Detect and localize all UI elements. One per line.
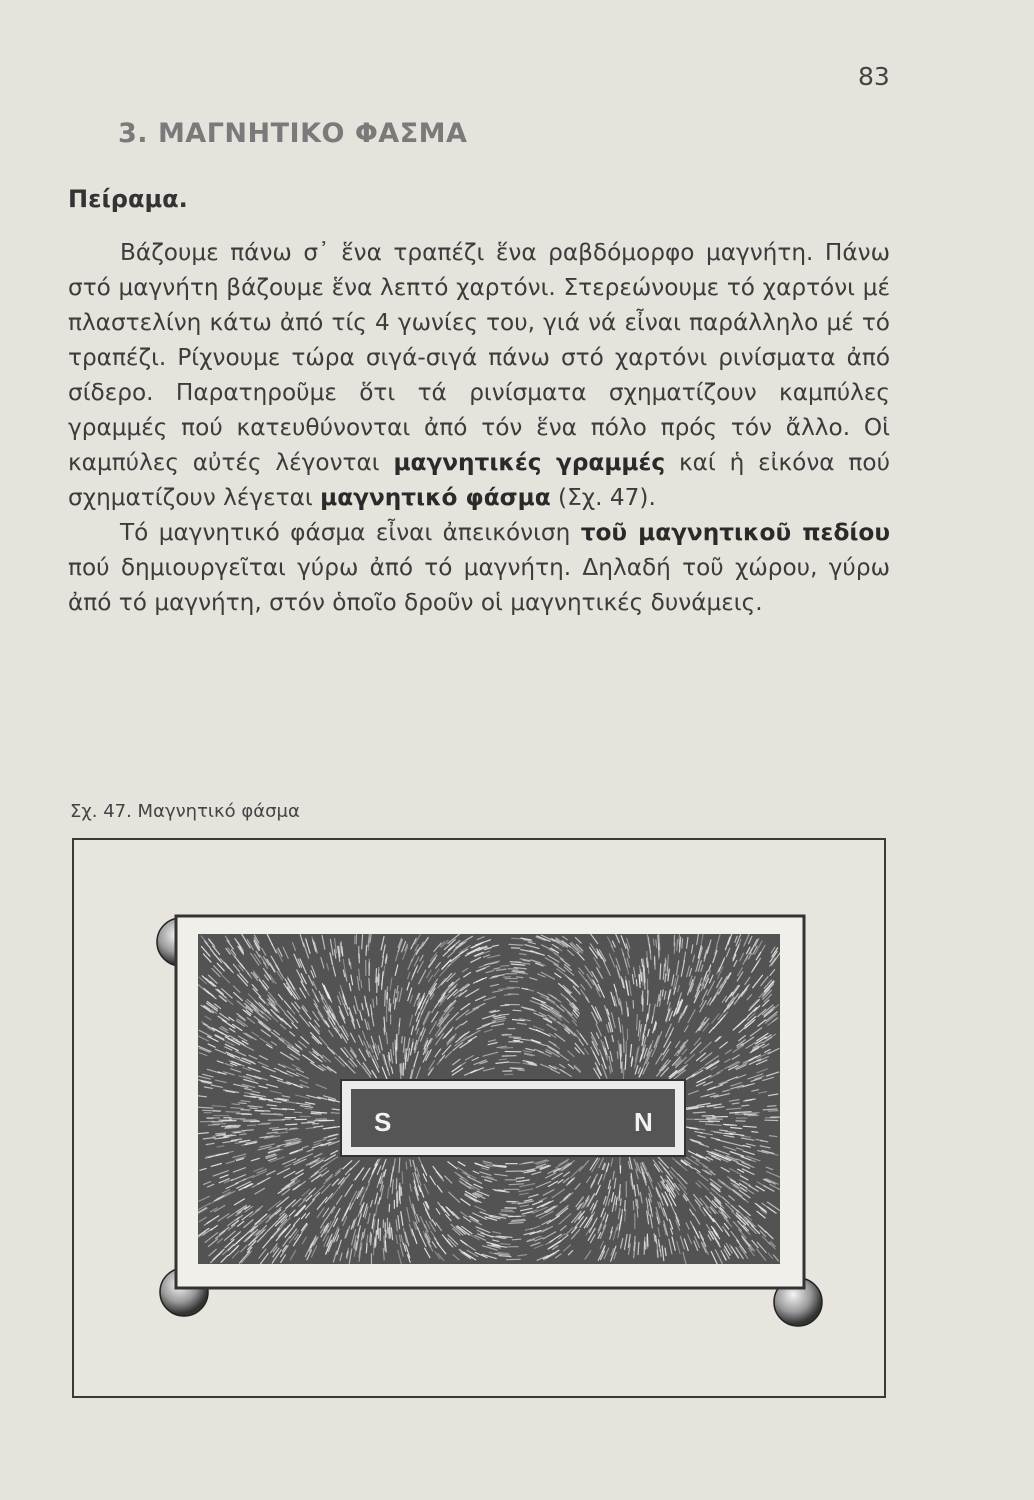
pole-north-label: N	[634, 1107, 653, 1137]
experiment-heading: Πείραμα.	[68, 185, 188, 213]
figure-frame	[72, 838, 886, 1398]
term-magnetic-spectrum: μαγνητικό φάσμα	[320, 484, 551, 511]
section-title: 3. ΜΑΓΝΗΤΙΚΟ ΦΑΣΜΑ	[118, 118, 468, 149]
paragraph-2	[68, 515, 890, 620]
page-number: 83	[858, 62, 890, 91]
term-magnetic-lines: μαγνητικές γραμμές	[393, 449, 666, 476]
pole-south-label: S	[374, 1107, 392, 1137]
body-text	[68, 235, 890, 620]
magnetic-field-illustration	[74, 840, 888, 1400]
paragraph-2-text-b: πού δημιουργεῖται γύρω ἀπό τό μαγνήτη. Δηλαδή τοῦ χώρου, γύρω ἀπό τό μαγνήτη, στόν ὁποῖο δροῦν οἱ μαγνητικές δυνάμεις.	[68, 554, 890, 616]
paragraph-1-text-b: καί ἡ εἰκόνα πού σχηματίζουν λέγεται	[68, 449, 890, 511]
paragraph-2-text-a: Τό μαγνητικό φάσμα εἶναι ἀπεικόνιση	[120, 519, 581, 546]
paragraph-1-text-c: (Σχ. 47).	[550, 484, 656, 511]
figure-caption: Σχ. 47. Μαγνητικό φάσμα	[70, 801, 300, 822]
paragraph-1-text-a: Βάζουμε πάνω σ᾿ ἕνα τραπέζι ἕνα ραβδόμορφο μαγνήτη. Πάνω στό μαγνήτη βάζουμε ἕνα λεπτό χαρτόνι. Στερεώνουμε τό χαρτόνι μέ πλαστελίνη κάτω ἀπό τίς 4 γωνίες του, γιά νά εἶναι παράλληλο μέ τό τραπέζι. Ρίχνουμε τώρα σιγά-σιγά πάνω στό χαρτόνι ρινίσματα ἀπό σίδερο. Παρατηροῦμε ὅτι τά ρινίσματα σχηματίζουν καμπύλες γραμμές πού κατευθύνονται ἀπό τόν ἕνα πόλο πρός τόν ἄλλο. Οἱ καμπύλες αὐτές λέγονται	[68, 239, 890, 476]
bar-magnet-body	[351, 1089, 675, 1147]
term-magnetic-field: τοῦ μαγνητικοῦ πεδίου	[580, 519, 890, 546]
paragraph-1	[68, 235, 890, 515]
